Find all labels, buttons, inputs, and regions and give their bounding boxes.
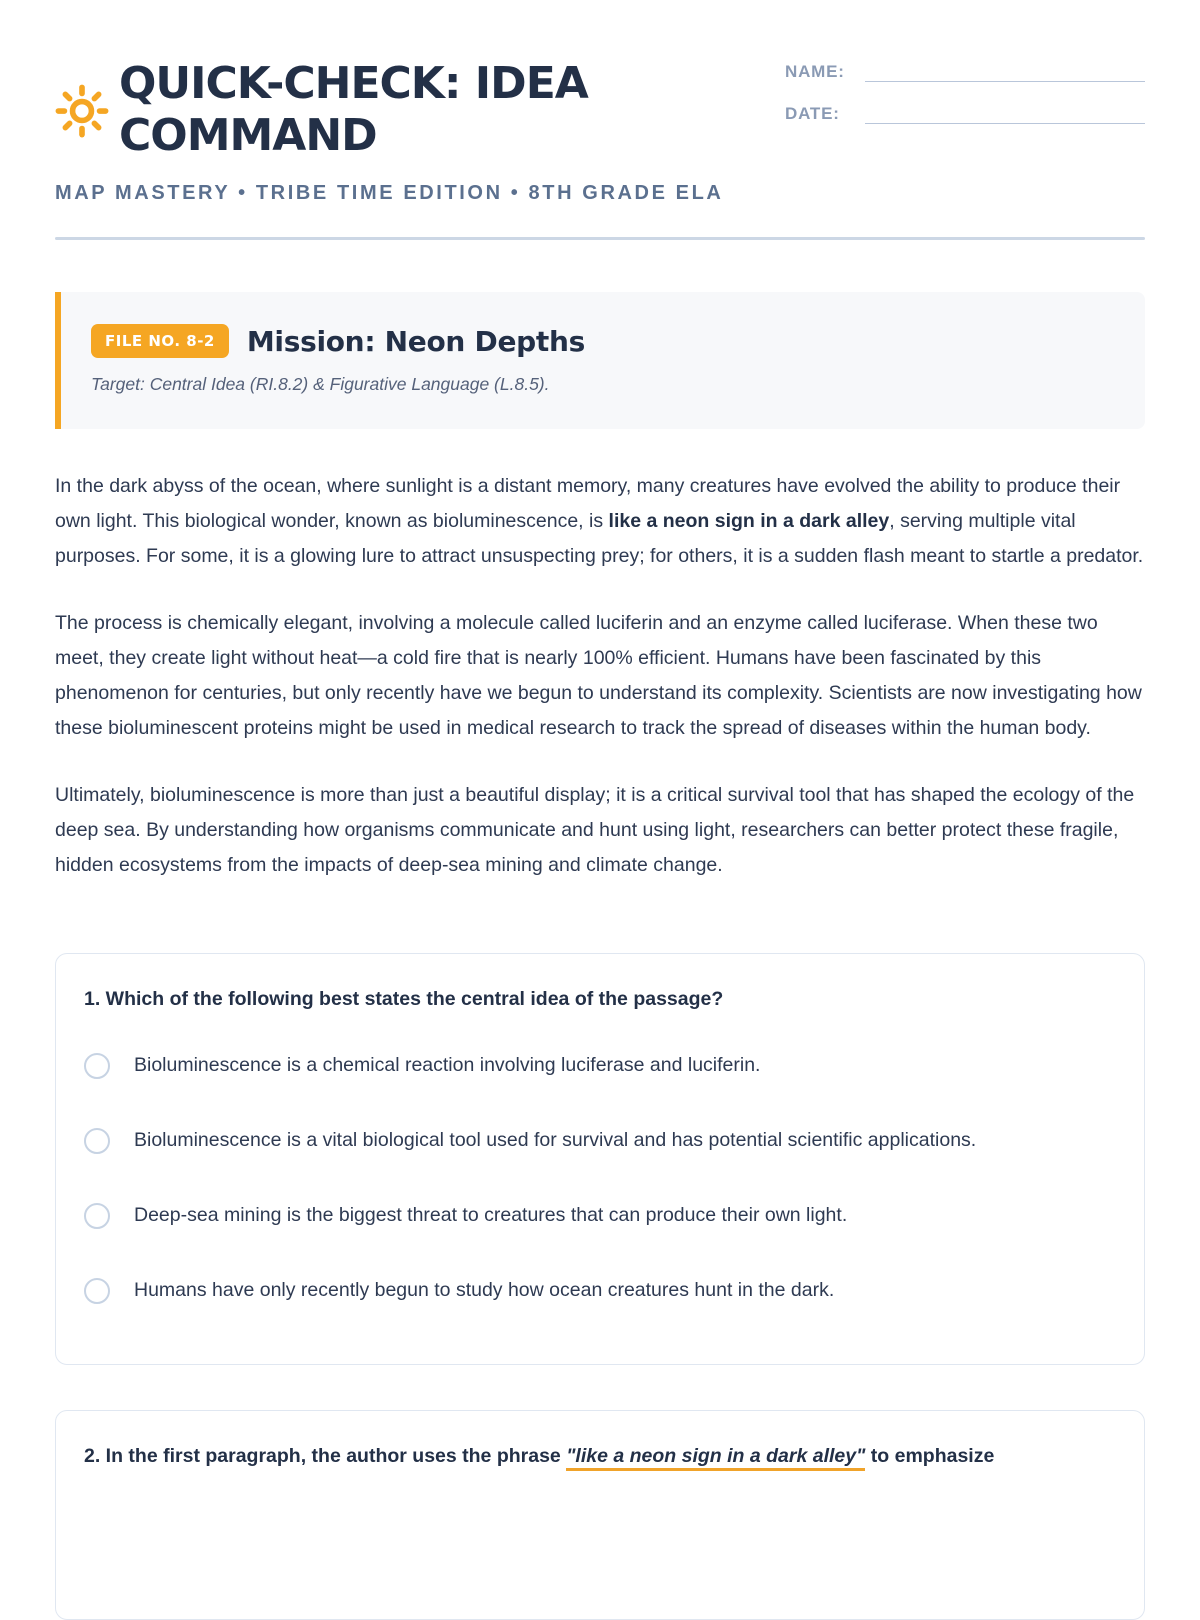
name-input-line[interactable] (865, 60, 1145, 82)
question-2-card (55, 1410, 1145, 1620)
p1-text-before: In the dark abyss of the ocean, where sunlight is a distant memory, many creatures have evolved the ability to produce their own light. This biological wonder, known as bioluminescence, is (55, 475, 1121, 532)
passage-paragraph-2: The process is chemically elegant, involving a molecule called luciferin and an enzyme called luciferase. When these two meet, they create light without heat—a cold fire that is nearly 100% efficient. Humans have been fascinated by this phenomenon for centuries, but only recently have we begun to understand its complexity. Scientists are now investigating how these bioluminescent proteins might be used in medical research to track the spread of diseases within the human body. (55, 612, 1142, 739)
sun-icon (55, 84, 109, 138)
question-1-card (55, 953, 1145, 1365)
mission-title: Mission: Neon Depths (246, 324, 585, 358)
date-input-line[interactable] (865, 102, 1145, 124)
student-fields (785, 60, 1145, 144)
question-2-prompt (84, 1441, 1116, 1471)
option-1d-label: Humans have only recently begun to study how ocean creatures hunt in the dark. (134, 1279, 835, 1301)
option-row-1a[interactable] (84, 1050, 1116, 1081)
option-row-1b[interactable] (84, 1125, 1116, 1156)
mission-target: Target: Central Idea (RI.8.2) & Figurative Language (L.8.5). (91, 374, 550, 394)
question-1-prompt: 1. Which of the following best states the central idea of the passage? (84, 988, 724, 1010)
date-field-row (785, 102, 1145, 124)
file-number-badge: FILE NO. 8-2 (91, 324, 229, 358)
option-row-1c[interactable] (84, 1200, 1116, 1231)
question-1-options (84, 1050, 1116, 1306)
page-title (119, 58, 588, 162)
radio-option-1b[interactable] (84, 1128, 110, 1154)
mission-card (55, 292, 1145, 429)
p1-bold-simile: like a neon sign in a dark alley (608, 510, 890, 532)
header (55, 58, 1145, 162)
option-1c-label: Deep-sea mining is the biggest threat to creatures that can produce their own light. (134, 1204, 848, 1226)
page-title-line2: COMMAND (119, 110, 377, 161)
q2-text-before: 2. In the first paragraph, the author uses the phrase (84, 1445, 567, 1467)
q2-text-after: to emphasize (865, 1445, 995, 1467)
radio-option-1c[interactable] (84, 1203, 110, 1229)
page-title-line1: QUICK-CHECK: IDEA (119, 58, 588, 109)
option-row-1d[interactable] (84, 1275, 1116, 1306)
reading-passage (55, 469, 1145, 883)
option-1a-label: Bioluminescence is a chemical reaction involving luciferase and luciferin. (134, 1054, 761, 1076)
date-label: DATE: (785, 104, 840, 123)
worksheet-subtitle: MAP MASTERY • TRIBE TIME EDITION • 8TH GRADE ELA (55, 182, 724, 204)
passage-paragraph-3: Ultimately, bioluminescence is more than just a beautiful display; it is a critical survival tool that has shaped the ecology of the deep sea. By understanding how organisms communicate and hunt using light, researchers can better protect these fragile, hidden ecosystems from the impacts of deep-sea mining and climate change. (55, 784, 1135, 876)
option-1b-label: Bioluminescence is a vital biological tool used for survival and has potential scientific applications. (134, 1129, 977, 1151)
radio-option-1d[interactable] (84, 1278, 110, 1304)
header-divider (55, 237, 1145, 240)
mission-title-row (91, 324, 1115, 358)
q2-quoted-phrase: "like a neon sign in a dark alley" (566, 1445, 865, 1471)
radio-option-1a[interactable] (84, 1053, 110, 1079)
name-label: NAME: (785, 62, 845, 81)
p1-text-after: , serving multiple vital purposes. For some, it is a glowing lure to attract unsuspecting prey; for others, it is a sudden flash meant to startle a predator. (55, 510, 1144, 567)
passage-paragraph-1 (55, 469, 1145, 574)
brand (55, 58, 588, 162)
name-field-row (785, 60, 1145, 82)
